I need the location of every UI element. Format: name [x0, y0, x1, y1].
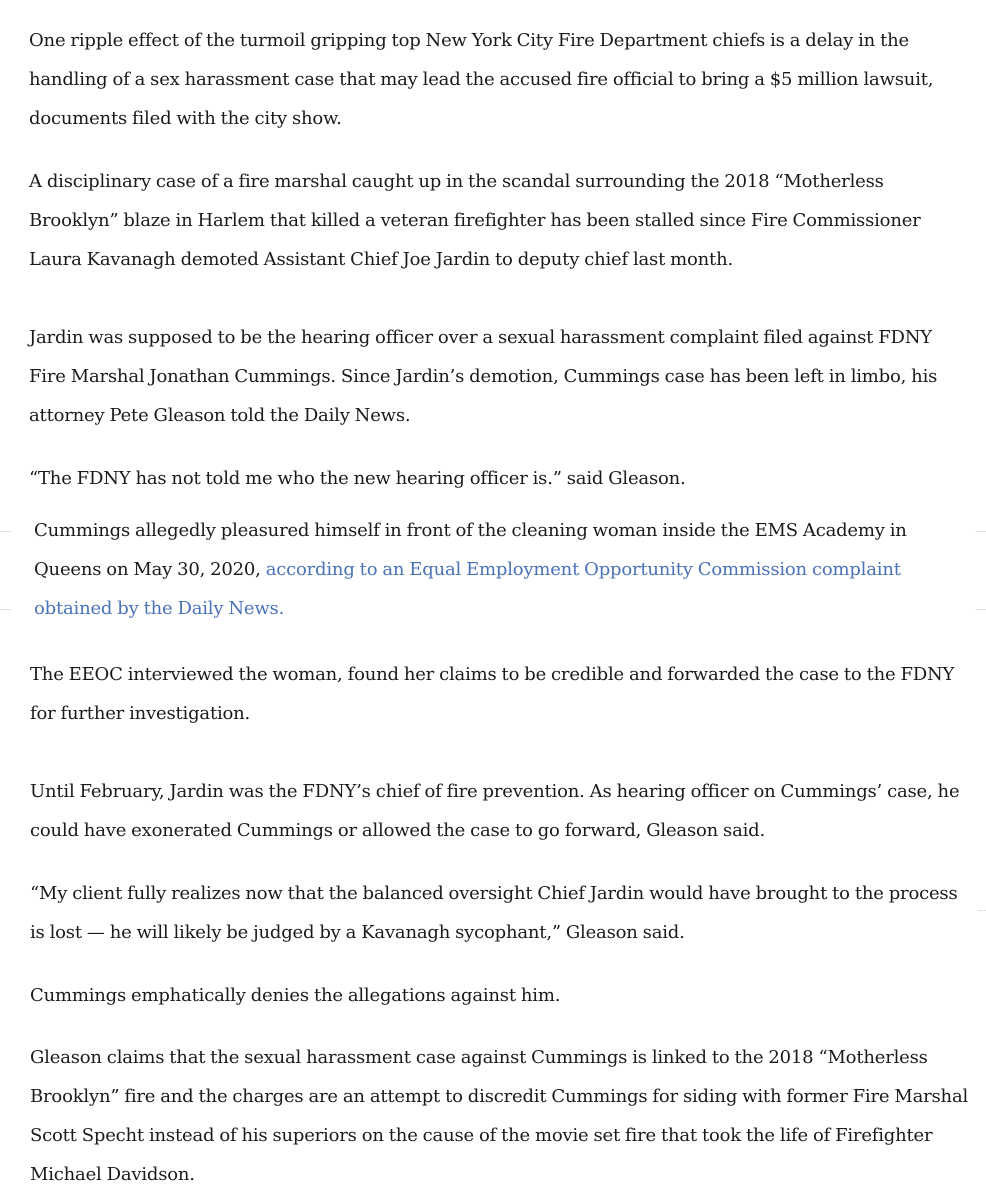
article-paragraph: “My client fully realizes now that the balanced oversight Chief Jardin would have brought to the process is lost — he will likely be judged by a Kavanagh sycophant,” Gleason said.	[30, 883, 958, 943]
eeoc-complaint-link[interactable]: according to an Equal Employment Opportunity Commission complaint obtained by the Daily News.	[34, 559, 901, 619]
article-paragraph: The EEOC interviewed the woman, found her claims to be credible and forwarded the case to the FDNY for further investigation.	[30, 664, 955, 724]
article-paragraph: Jardin was supposed to be the hearing officer over a sexual harassment complaint filed against FDNY Fire Marshal Jonathan Cummings. Since Jardin’s demotion, Cummings case has been left in limbo, his attorney Pete Gleason told the Daily News.	[29, 327, 938, 426]
article-paragraph: “The FDNY has not told me who the new hearing officer is.” said Gleason.	[29, 468, 686, 489]
article-paragraph: Gleason claims that the sexual harassment case against Cummings is linked to the 2018 “Motherless Brooklyn” fire and the charges are an attempt to discredit Cummings for siding with former Fire Marshal Scott Specht instead of his superiors on the cause of the movie set fire that took the life of Firefighter Michael Davidson.	[30, 1047, 969, 1185]
divider-left	[0, 609, 12, 610]
section-separator	[0, 492, 986, 506]
article-paragraph: Cummings emphatically denies the allegations against him.	[30, 985, 561, 1006]
divider-right	[975, 609, 986, 610]
embedded-paragraph-text: Cummings allegedly pleasured himself in front of the cleaning woman inside the EMS Academy in Queens on May 30, 2020,	[34, 520, 907, 580]
divider-left	[0, 531, 12, 532]
embedded-paragraph	[34, 511, 969, 628]
divider-right	[978, 910, 986, 911]
article-paragraph: Until February, Jardin was the FDNY’s chief of fire prevention. As hearing officer on Cummings’ case, he could have exonerated Cummings or allowed the case to go forward, Gleason said.	[30, 781, 960, 841]
article-paragraph: One ripple effect of the turmoil gripping top New York City Fire Department chiefs is a delay in the handling of a sex harassment case that may lead the accused fire official to bring a $5 million lawsuit, documents filed with the city show.	[29, 30, 934, 129]
divider-right	[975, 531, 986, 532]
article-paragraph: A disciplinary case of a fire marshal caught up in the scandal surrounding the 2018 “Motherless Brooklyn” blaze in Harlem that killed a veteran firefighter has been stalled since Fire Commissioner Laura Kavanagh demoted Assistant Chief Joe Jardin to deputy chief last month.	[29, 171, 921, 270]
